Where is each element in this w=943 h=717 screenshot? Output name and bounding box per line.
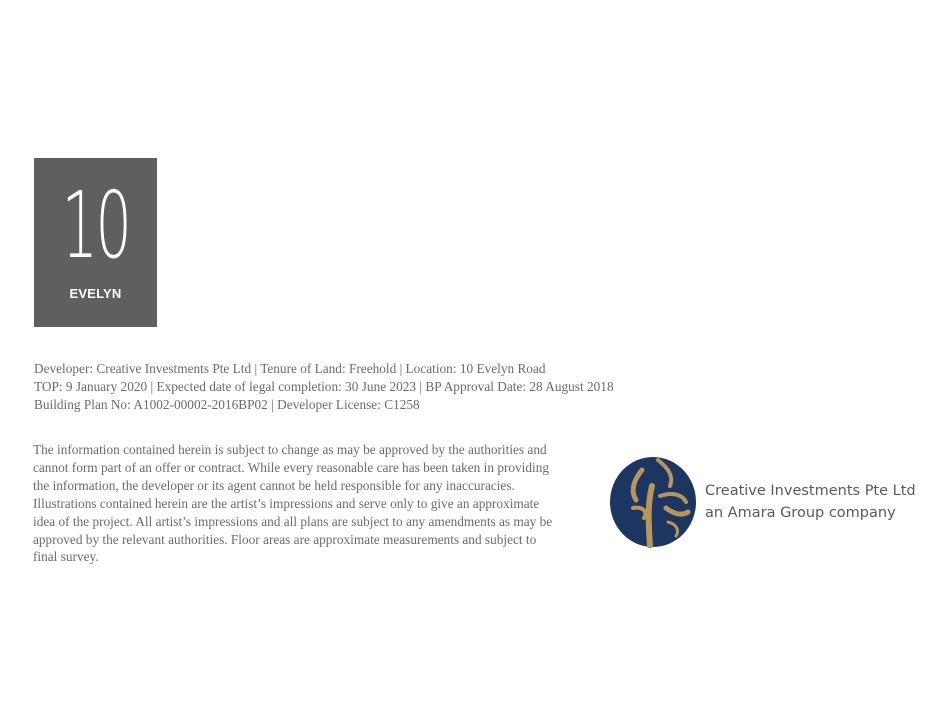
details-line-top: TOP: 9 January 2020 | Expected date of legal completion: 30 June 2023 | BP Approval Date: 28 August 2018 <box>34 379 614 394</box>
details-line-building-plan: Building Plan No: A1002-00002-2016BP02 | Developer License: C1258 <box>34 397 420 412</box>
disclaimer-line: The information contained herein is subject to change as may be approved by the authorities and <box>33 442 547 457</box>
disclaimer-line: the information, the developer or its agent cannot be held responsible for any inaccuracies. <box>33 477 515 493</box>
project-logo-word: EVELYN <box>69 286 122 301</box>
calligraphy-seal-icon <box>610 456 696 548</box>
disclaimer-line: idea of the project. All artist’s impressions and all plans are subject to any amendments as may be <box>33 513 553 529</box>
project-details <box>34 360 674 414</box>
company-tagline: an Amara Group company <box>705 505 896 521</box>
disclaimer-line: final survey. <box>33 549 99 565</box>
disclaimer-line: approved by the relevant authorities. Floor areas are approximate measurements and subject to <box>33 531 537 547</box>
disclaimer-line: Illustrations contained herein are the artist’s impressions and serve only to give an approximate <box>33 495 540 511</box>
details-line-developer: Developer: Creative Investments Pte Ltd | Tenure of Land: Freehold | Location: 10 Evelyn Road <box>34 361 546 376</box>
project-logo-number: 10 <box>61 172 130 279</box>
company-info <box>705 480 916 524</box>
project-logo-block <box>34 158 157 327</box>
company-name: Creative Investments Pte Ltd <box>705 483 916 499</box>
disclaimer-text <box>33 441 598 566</box>
disclaimer-line: cannot form part of an offer or contract. While every reasonable care has been taken in providing <box>33 459 550 475</box>
